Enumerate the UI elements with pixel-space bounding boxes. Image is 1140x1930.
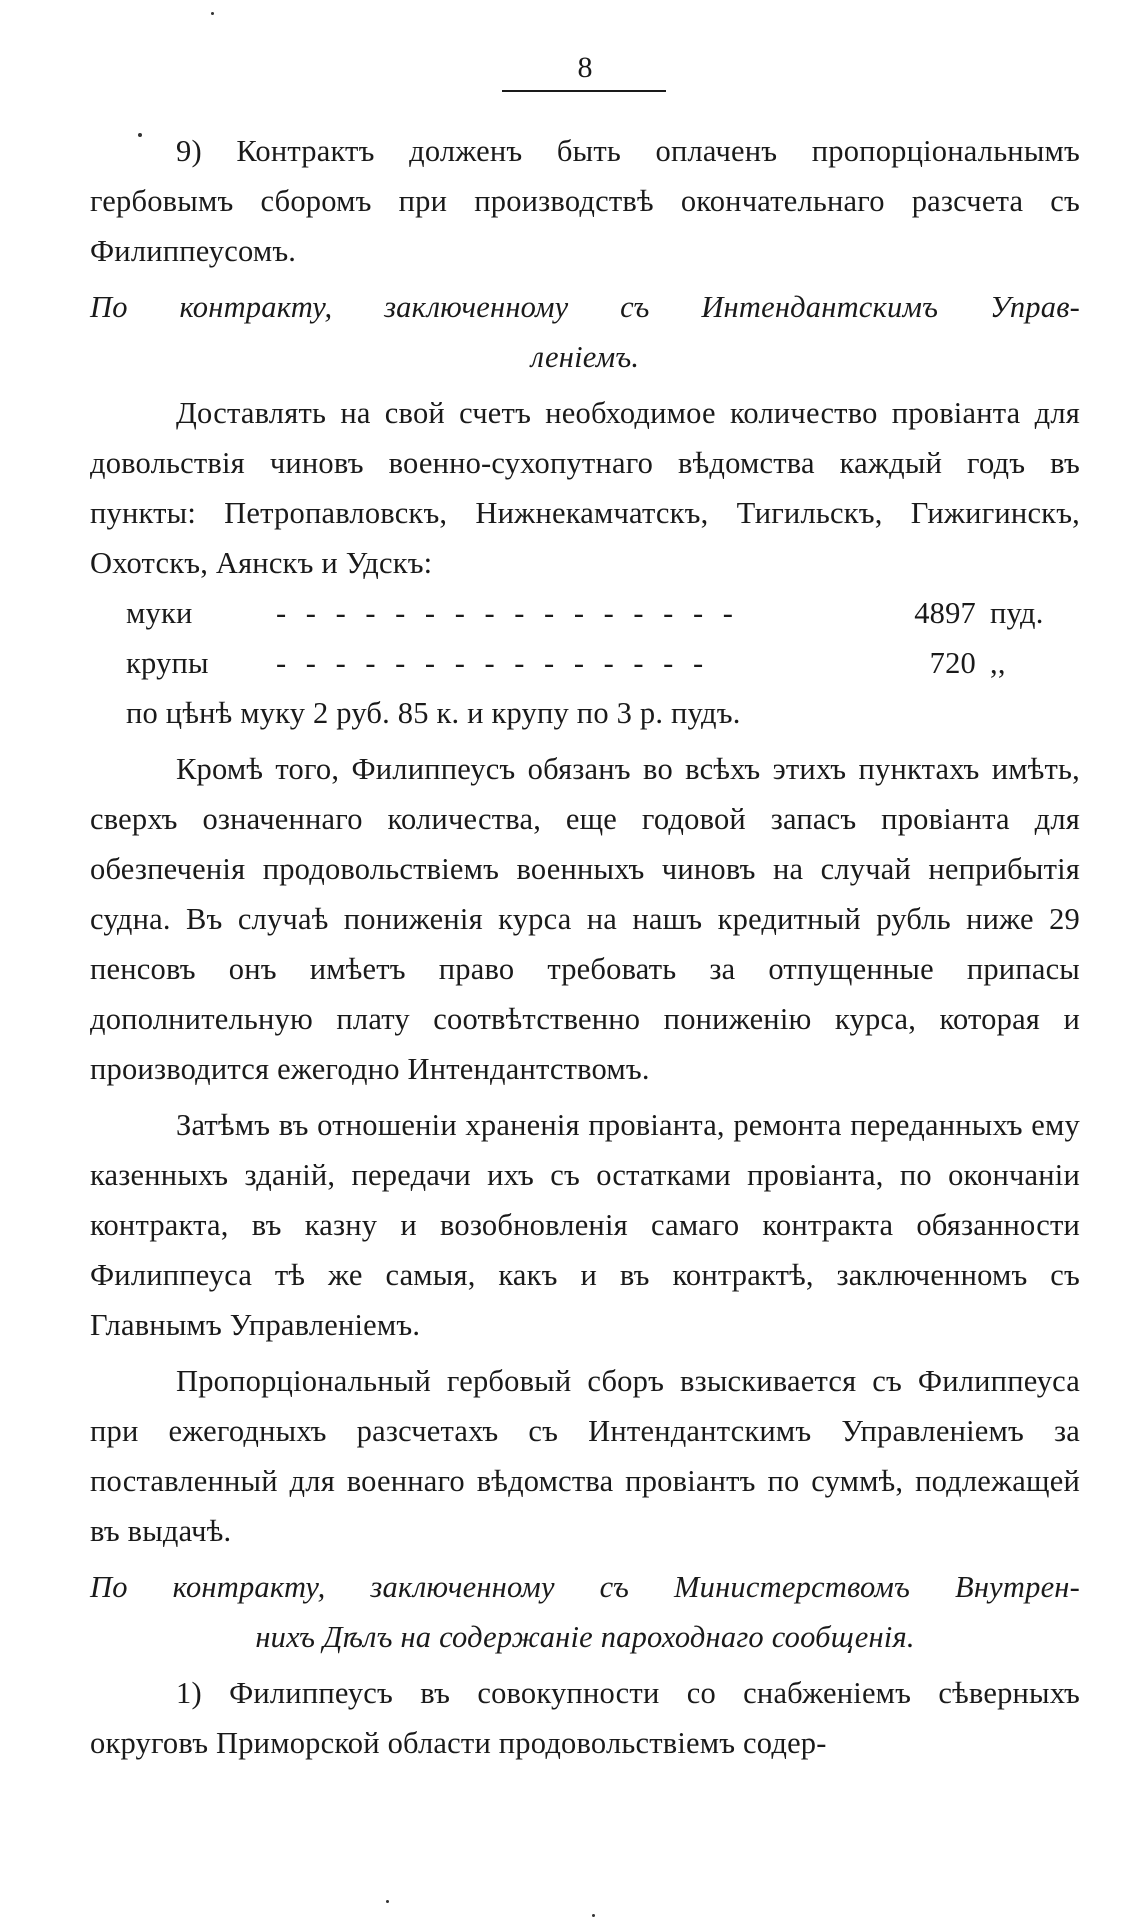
quantity-unit: ,, (990, 646, 1006, 680)
paragraph-storage: Затѣмъ въ отношеніи храненія провіанта, ремонта переданныхъ ему казенныхъ зданій, передачи ихъ съ остатками провіанта, по окончаніи контракта, въ казну и возобновленія самаго контракта обязанности Филиппеуса тѣ же самыя, какъ и въ контрактѣ, заключенномъ съ Главнымъ Управленіемъ. (90, 1108, 1080, 1342)
scan-speck (386, 1900, 389, 1903)
quantity-list (90, 588, 1080, 738)
quantity-value: 4897 (914, 596, 976, 630)
heading-line: По контракту, заключенному съ Интендантскимъ Управ- (90, 290, 1080, 324)
paragraph-steamship: 1) Филиппеусъ въ совокупности со снабженіемъ сѣверныхъ округовъ Приморской области продовольствіемъ содер- (90, 1676, 1080, 1760)
section-heading-interior-ministry (90, 1562, 1080, 1662)
price-line: по цѣнѣ муку 2 руб. 85 к. и крупу по 3 р. пудъ. (126, 696, 741, 730)
quantity-leader: - - - - - - - - - - - - - - - - (276, 596, 739, 630)
paragraph-contract-fee: 9) Контрактъ долженъ быть оплаченъ пропорціональнымъ гербовымъ сборомъ при производствѣ окончательнаго разсчета съ Филиппеусомъ. (90, 134, 1080, 268)
page-number-rule (502, 90, 666, 92)
quantity-row-groats (90, 638, 1080, 688)
heading-line: По контракту, заключенному съ Министерствомъ Внутрен- (90, 1570, 1080, 1604)
quantity-value: 720 (929, 646, 976, 680)
heading-line: нихъ Дѣлъ на содержаніе пароходнаго сообщенія. (255, 1620, 915, 1654)
quantity-leader: - - - - - - - - - - - - - - - (276, 646, 710, 680)
heading-line: леніемъ. (530, 340, 640, 374)
quantity-item: муки (126, 596, 193, 630)
section-heading-intendant (90, 282, 1080, 382)
paragraph-reserve: Кромѣ того, Филиппеусъ обязанъ во всѣхъ этихъ пунктахъ имѣть, сверхъ означеннаго количества, еще годовой запасъ провіанта для обезпеченія продовольствіемъ военныхъ чиновъ на случай неприбытія судна. Въ случаѣ пониженія курса на нашъ кредитный рубль ниже 29 пенсовъ онъ имѣетъ право требовать за отпущенные припасы дополнительную плату соотвѣтственно пониженію курса, которая и производится ежегодно Интендантствомъ. (90, 752, 1080, 1086)
paragraph-stamp-duty: Пропорціональный гербовый сборъ взыскивается съ Филиппеуса при ежегодныхъ разсчетахъ съ Интендантскимъ Управленіемъ за поставленный для военнаго вѣдомства провіантъ по суммѣ, подлежащей въ выдачѣ. (90, 1364, 1080, 1548)
page-number: 8 (577, 51, 593, 84)
page-body (90, 126, 1080, 1768)
paragraph-delivery: Доставлять на свой счетъ необходимое количество провіанта для довольствія чиновъ военно-сухопутнаго вѣдомства каждый годъ въ пункты: Петропавловскъ, Нижнекамчатскъ, Тигильскъ, Гижигинскъ, Охотскъ, Аянскъ и Удскъ: (90, 396, 1080, 580)
quantity-unit: пуд. (990, 596, 1044, 630)
quantity-row-flour (90, 588, 1080, 638)
quantity-item: крупы (126, 646, 209, 680)
scan-speck (138, 133, 142, 137)
scan-speck (211, 12, 214, 15)
scan-speck (592, 1914, 595, 1917)
